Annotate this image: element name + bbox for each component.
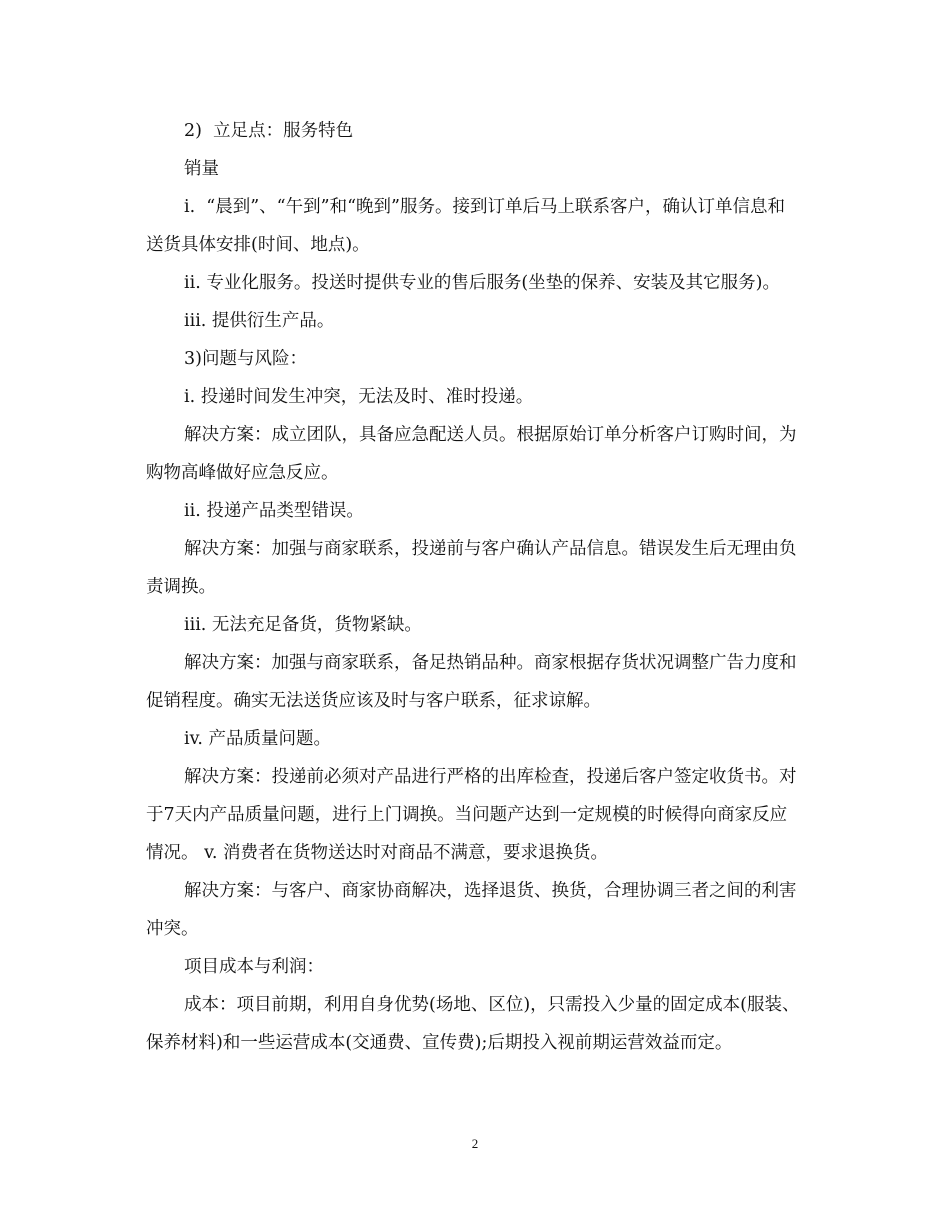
risk-item-iv: iv. 产品质量问题。 — [184, 729, 332, 749]
paragraph-cost: 成本：项目前期，利用自身优势(场地、区位)，只需投入少量的固定成本(服装、保养材料)和一些运营成本(交通费、宣传费);后期投入视前期运营效益而定。 — [146, 995, 800, 1053]
page-number: 2 — [471, 1136, 479, 1151]
risk-item-i: i. 投递时间发生冲突，无法及时、准时投递。 — [184, 387, 534, 407]
solution-paragraph: 解决方案：加强与商家联系，备足热销品种。商家根据存货状况调整广告力度和促销程度。确实无法送货应该及时与客户联系，征求谅解。 — [146, 653, 797, 711]
risk-item-ii: ii. 投递产品类型错误。 — [184, 501, 364, 521]
solution-paragraph: 解决方案：成立团队，具备应急配送人员。根据原始订单分析客户订购时间，为购物高峰做好应急反应。 — [146, 425, 797, 483]
section-heading-service: 2) 立足点：服务特色 — [184, 121, 354, 141]
section-heading-cost-profit: 项目成本与利润： — [184, 957, 324, 977]
section-heading-risks: 3)问题与风险： — [184, 349, 307, 369]
solution-paragraph: 解决方案：投递前必须对产品进行严格的出库检查，投递后客户签定收货书。对于7天内产品质量问题，进行上门调换。当问题产达到一定规模的时候得向商家反应情况。 v. 消费者在货物送达时对商品不满意，要求退换货。 — [146, 767, 797, 863]
solution-paragraph: 解决方案：加强与商家联系，投递前与客户确认产品信息。错误发生后无理由负责调换。 — [146, 539, 797, 597]
list-item-iii: iii. 提供衍生产品。 — [184, 311, 335, 331]
list-item-i: i. “晨到”、“午到”和“晚到”服务。接到订单后马上联系客户，确认订单信息和送货具体安排(时间、地点)。 — [146, 197, 785, 255]
risk-item-iii: iii. 无法充足备货，货物紧缺。 — [184, 615, 422, 635]
solution-paragraph: 解决方案：与客户、商家协商解决，选择退货、换货，合理协调三者之间的利害冲突。 — [146, 881, 797, 939]
document-body — [146, 112, 802, 1062]
paragraph-sales: 销量 — [184, 159, 219, 179]
list-item-ii: ii. 专业化服务。投送时提供专业的售后服务(坐垫的保养、安装及其它服务)。 — [184, 273, 780, 293]
